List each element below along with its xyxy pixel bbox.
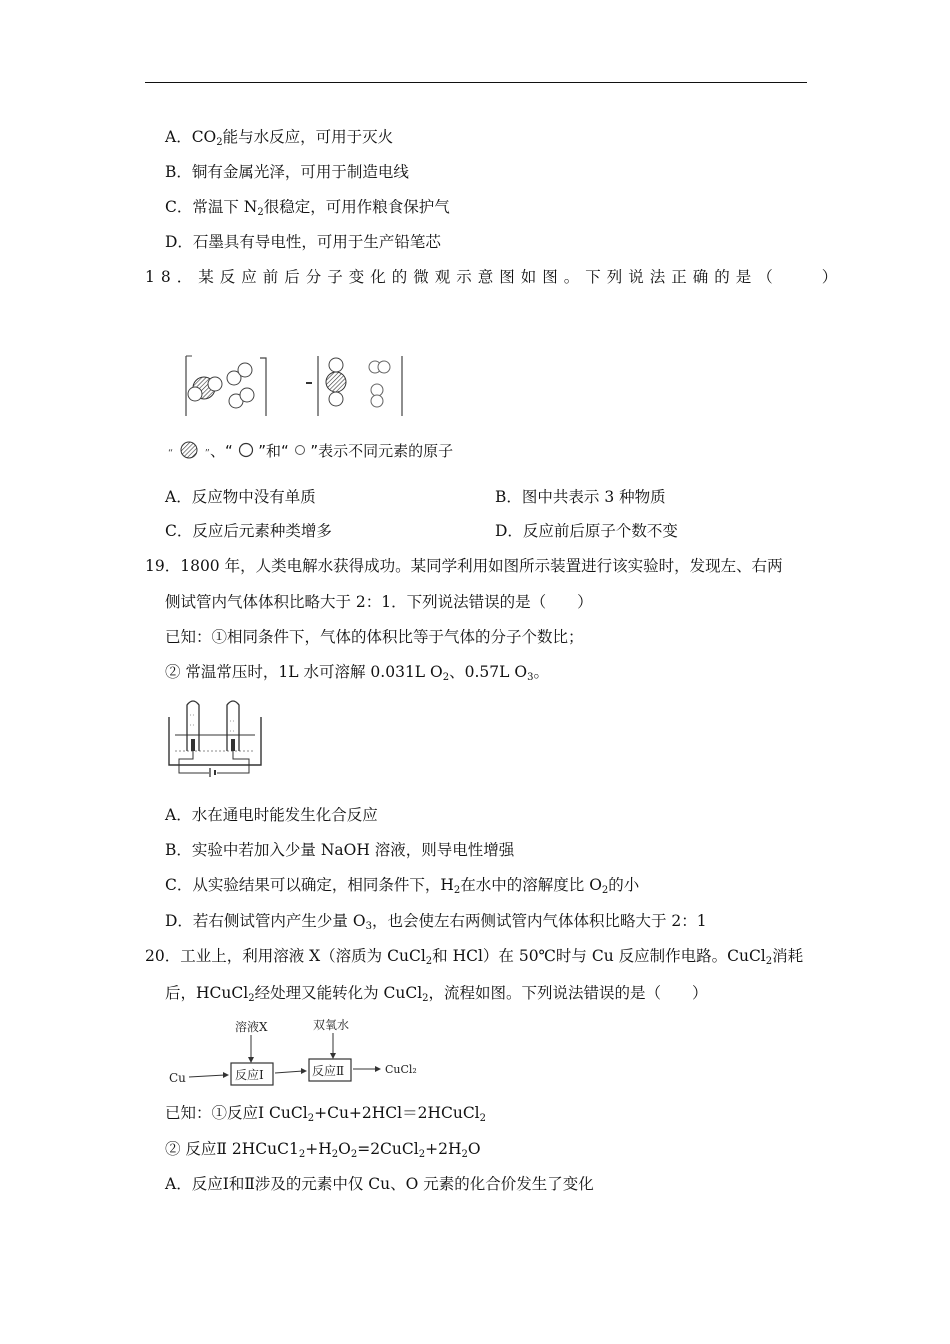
flow-solution-label: 溶液X: [235, 1020, 268, 1034]
hatched-atom-icon: [178, 441, 200, 459]
q18-molecule-diagram: [178, 350, 413, 420]
q17-option-c[interactable]: C．常温下 $N_2$很稳定，可用作粮食保护气: [165, 198, 450, 218]
q19-known-1: 已知：①相同条件下，气体的体积比等于气体的分子个数比；: [165, 628, 584, 646]
q19-stem-line2: 侧试管内气体体积比略大于 2：1．下列说法错误的是（ ）: [165, 593, 593, 611]
flow-cu-label: Cu: [169, 1071, 186, 1085]
header-rule: [145, 82, 807, 83]
q18-option-d[interactable]: D．反应前后原子个数不变: [495, 522, 678, 540]
q18-option-b[interactable]: B．图中共表示 3 种物质: [495, 488, 666, 506]
q20-known-1: 已知：①反应Ⅰ CuCl$_2$+Cu+2HCl＝2HCuCl$_2$: [165, 1104, 487, 1124]
q20-known-2: ② 反应Ⅱ $2HCuC1_2+H_2O_2=2CuCl_2+2H_2O$: [165, 1140, 481, 1160]
q17-option-b[interactable]: B．铜有金属光泽，可用于制造电线: [165, 163, 409, 181]
q19-electrolysis-apparatus: [165, 695, 265, 777]
q18-option-c[interactable]: C．反应后元素种类增多: [165, 522, 332, 540]
q20-flow-diagram: [165, 1015, 435, 1090]
flow-reaction1-label: 反应Ⅰ: [235, 1068, 264, 1082]
q19-known-2: ② 常温常压时，1L 水可溶解 0.031L $O_2$、0.57L $O_3$。: [165, 663, 549, 683]
flow-peroxide-label: 双氧水: [313, 1018, 350, 1032]
q19-option-a[interactable]: A．水在通电时能发生化合反应: [165, 806, 378, 824]
q20-stem-line2: 后，HCuCl$_2$经处理又能转化为 CuCl$_2$，流程如图。下列说法错误的是（ ）: [165, 984, 708, 1004]
q18-legend: “ ”、“ ”和“ ”表示不同元素的原子: [168, 442, 454, 460]
q17-option-d[interactable]: D．石墨具有导电性，可用于生产铅笔芯: [165, 233, 441, 251]
q19-option-d[interactable]: D．若右侧试管内产生少量 $O_3$，也会使左右两侧试管内气体体积比略大于 2：1: [165, 912, 707, 932]
q20-stem-line1: 20．工业上，利用溶液 X（溶质为 CuCl$_2$和 HCl）在 50℃时与 Cu 反应制作电路。CuCl$_2$消耗: [145, 947, 804, 967]
q19-stem-line1: 19．1800 年，人类电解水获得成功。某同学利用如图所示装置进行该实验时，发现左、右两: [145, 557, 783, 575]
q18-option-a[interactable]: A．反应物中没有单质: [165, 488, 316, 506]
q19-option-b[interactable]: B．实验中若加入少量 NaOH 溶液，则导电性增强: [165, 841, 515, 859]
white-atom-icon: [238, 442, 254, 458]
q18-stem: 18．某反应前后分子变化的微观示意图如图。下列说法正确的是（ ）: [145, 268, 844, 286]
q19-option-c[interactable]: C．从实验结果可以确定，相同条件下，$H_2$在水中的溶解度比 $O_2$的小: [165, 876, 640, 896]
flow-product-label: CuCl₂: [385, 1063, 417, 1076]
flow-reaction2-label: 反应Ⅱ: [312, 1064, 345, 1078]
q20-option-a[interactable]: A．反应Ⅰ和Ⅱ涉及的元素中仅 Cu、O 元素的化合价发生了变化: [165, 1175, 594, 1193]
q17-option-a[interactable]: A．$CO_2$能与水反应，可用于灭火: [165, 128, 394, 148]
small-atom-icon: [294, 444, 306, 456]
